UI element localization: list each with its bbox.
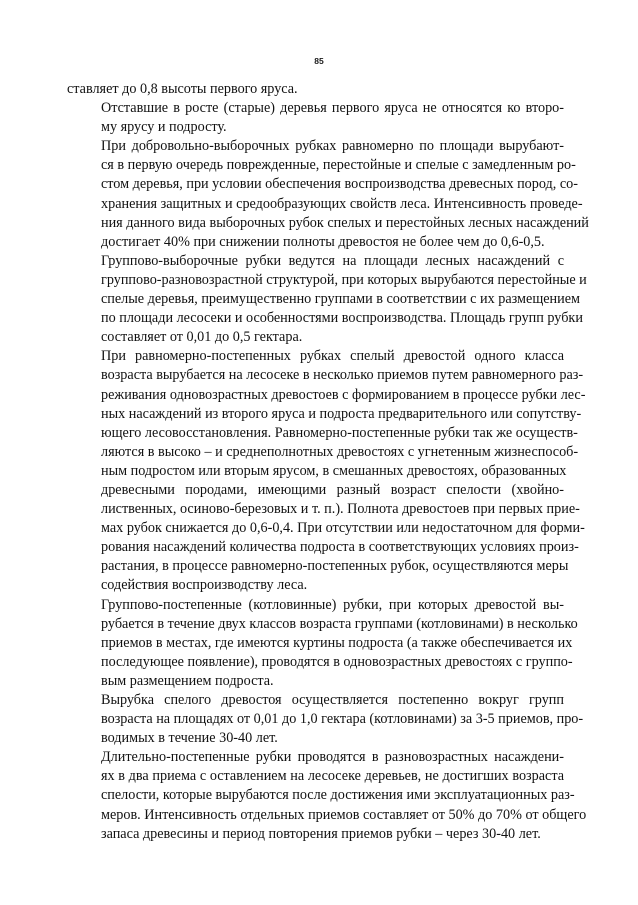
text-line: водимых в течение 30-40 лет.	[101, 730, 278, 747]
text-line: ния данного вида выборочных рубок спелых и перестойных лесных насаждений	[101, 214, 589, 231]
text-line: ся в первую очередь поврежденные, перестойные и спелые с замедленным ро-	[101, 157, 576, 174]
text-line: содействия воспроизводству леса.	[101, 577, 308, 594]
text-line: достигает 40% при снижении полноты древостоя не более чем до 0,6-0,5.	[101, 233, 545, 250]
text-line: Группово-постепенные (котловинные) рубки, при которых древостой вы-	[101, 596, 564, 613]
paragraph	[67, 596, 578, 691]
text-line: Длительно-постепенные рубки проводятся в разновозрастных насаждени-	[101, 749, 564, 766]
text-line: При добровольно-выборочных рубках равномерно по площади вырубают-	[101, 138, 564, 155]
text-line: хранения защитных и средообразующих свойств леса. Интенсивность проведе-	[101, 195, 583, 212]
text-line: растания, в процессе равномерно-постепенных рубок, осуществляются меры	[101, 558, 569, 575]
text-line: запаса древесины и период повторения приемов рубки – через 30-40 лет.	[101, 825, 541, 842]
text-line: меров. Интенсивность отдельных приемов составляет от 50% до 70% от общего	[101, 806, 587, 823]
text-line: При равномерно-постепенных рубках спелый древостой одного класса	[101, 348, 564, 365]
text-line: мах рубок снижается до 0,6-0,4. При отсутствии или недостаточном для форми-	[101, 520, 585, 537]
text-line: рубается в течение двух классов возраста группами (котловинами) в несколько	[101, 615, 578, 632]
text-line: Отставшие в росте (старые) деревья первого яруса не относятся ко второ-	[101, 100, 564, 117]
text-line: рования насаждений количества подроста в соответствующих условиях произ-	[101, 539, 579, 556]
text-line: ляются в высоко – и среднеполнотных древостоях с угнетенным жизнеспособ-	[101, 443, 579, 460]
text-line: возраста вырубается на лесосеке в несколько приемов путем равномерного раз-	[101, 367, 584, 384]
text-line: му ярусу и подросту.	[101, 119, 227, 136]
text-line: по площади лесосеки и особенностями воспроизводства. Площадь групп рубки	[101, 310, 583, 327]
body-text	[67, 80, 589, 844]
paragraph	[67, 80, 564, 99]
text-line: Вырубка спелого древостоя осуществляется постепенно вокруг групп	[101, 692, 564, 708]
text-line: составляет от 0,01 до 0,5 гектара.	[101, 329, 303, 346]
text-line: возраста на площадях от 0,01 до 1,0 гектара (котловинами) за 3-5 приемов, про-	[101, 711, 584, 728]
page-number: 85	[314, 56, 324, 66]
text-line: Группово-выборочные рубки ведутся на площади лесных насаждений с	[101, 252, 564, 269]
paragraph	[67, 748, 587, 843]
text-line: последующее появление), проводятся в одновозрастных древостоях с группо-	[101, 653, 573, 670]
paragraph	[67, 99, 564, 137]
text-line: реживания одновозрастных древостоев с формированием в процессе рубки лес-	[101, 386, 586, 403]
text-line: древесными породами, имеющими разный возраст спелости (хвойно-	[101, 481, 564, 498]
paragraph	[67, 691, 584, 748]
text-line: спелые деревья, преимущественно группами в соответствии с их размещением	[101, 291, 581, 308]
text-line: спелости, которые вырубаются после достижения ими эксплуатационных раз-	[101, 787, 575, 804]
text-line: стом деревья, при условии обеспечения воспроизводства древесных пород, со-	[101, 176, 578, 193]
text-line: ющего лесовосстановления. Равномерно-постепенные рубки так же осуществ-	[101, 424, 578, 441]
paragraph	[67, 347, 586, 595]
text-line: приемов в местах, где имеются куртины подроста (а также обеспечивается их	[101, 634, 573, 651]
text-line: ях в два приема с оставлением на лесосеке деревьев, не достигших возраста	[101, 768, 564, 785]
text-line: ставляет до 0,8 высоты первого яруса.	[67, 81, 298, 97]
text-line: группово-разновозрастной структурой, при которых вырубаются перестойные и	[101, 271, 587, 288]
text-line: лиственных, осиново-березовых и т. п.). Полнота древостоев при первых прие-	[101, 501, 580, 518]
text-line: вым размещением подроста.	[101, 672, 274, 689]
paragraph	[67, 252, 587, 347]
paragraph	[67, 137, 589, 252]
text-line: ных насаждений из второго яруса и подроста предварительного или сопутству-	[101, 405, 582, 422]
text-line: ным подростом или вторым ярусом, в смешанных древостоях, образованных	[101, 462, 567, 479]
